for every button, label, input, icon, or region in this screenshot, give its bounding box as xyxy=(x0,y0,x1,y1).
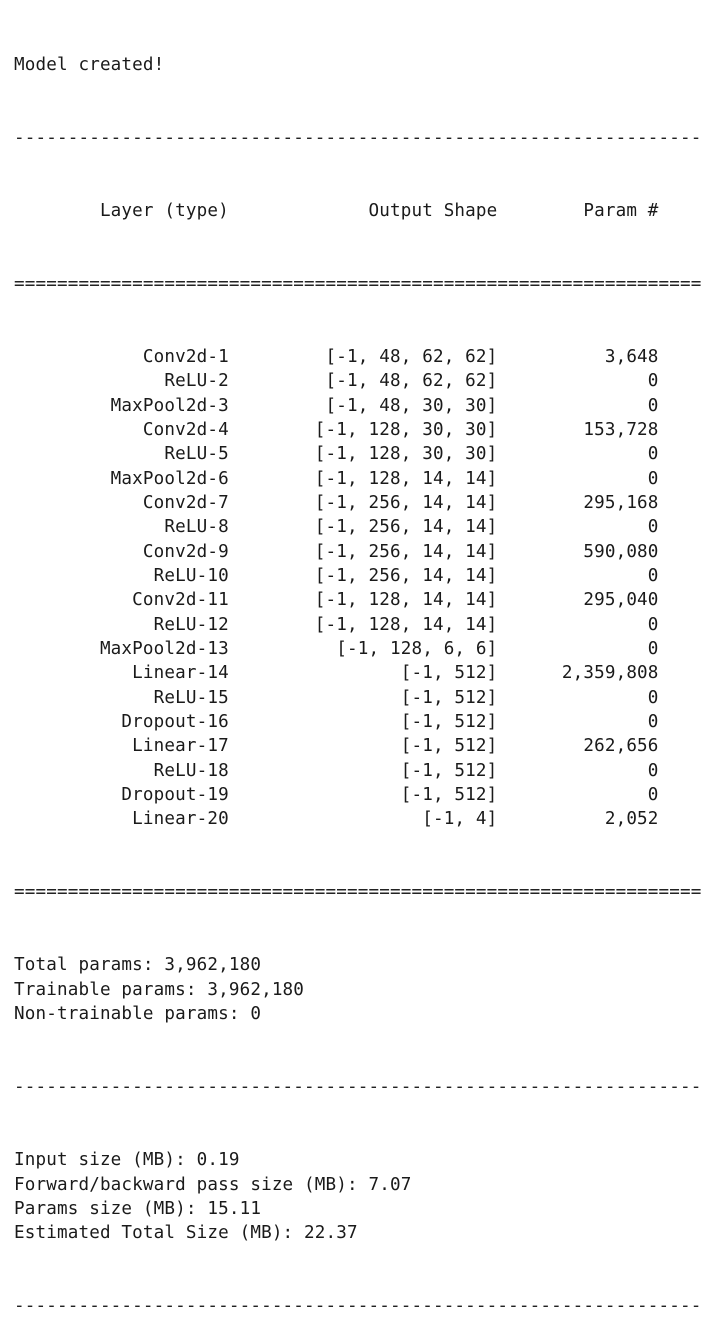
table-row: ReLU-12 [-1, 128, 14, 14] 0 xyxy=(14,614,659,635)
table-row: Conv2d-1 [-1, 48, 62, 62] 3,648 xyxy=(14,346,659,367)
table-row: MaxPool2d-3 [-1, 48, 30, 30] 0 xyxy=(14,395,659,416)
table-row: MaxPool2d-6 [-1, 128, 14, 14] 0 xyxy=(14,468,659,489)
layer-table-body xyxy=(14,345,702,832)
table-row: Dropout-16 [-1, 512] 0 xyxy=(14,711,659,732)
table-row: Dropout-19 [-1, 512] 0 xyxy=(14,785,659,805)
separator-dash-bottom: ---------------------------------------------------------------- xyxy=(14,1296,702,1317)
table-row: ReLU-8 [-1, 256, 14, 14] 0 xyxy=(14,517,659,538)
table-row: ReLU-18 [-1, 512] 0 xyxy=(14,760,659,781)
table-row: Linear-14 [-1, 512] 2,359,808 xyxy=(14,663,659,684)
param-summary-line: Trainable params: 3,962,180 xyxy=(14,979,305,1000)
param-summary-line: Total params: 3,962,180 xyxy=(14,955,262,976)
table-row: Conv2d-9 [-1, 256, 14, 14] 590,080 xyxy=(14,541,659,562)
separator-equals-footer: ================================================================ xyxy=(14,882,702,903)
size-summary-line: Estimated Total Size (MB): 22.37 xyxy=(14,1223,358,1244)
size-summary-line: Input size (MB): 0.19 xyxy=(14,1150,240,1171)
param-summary-line: Non-trainable params: 0 xyxy=(14,1004,262,1025)
table-row: ReLU-2 [-1, 48, 62, 62] 0 xyxy=(14,371,659,392)
table-row: Conv2d-11 [-1, 128, 14, 14] 295,040 xyxy=(14,590,659,611)
separator-equals-header: ================================================================ xyxy=(14,273,702,294)
size-summary xyxy=(14,1148,702,1245)
table-row: ReLU-5 [-1, 128, 30, 30] 0 xyxy=(14,444,659,465)
size-summary-line: Params size (MB): 15.11 xyxy=(14,1198,262,1219)
table-row: Linear-20 [-1, 4] 2,052 xyxy=(14,809,659,830)
separator-dash-top: ---------------------------------------------------------------- xyxy=(14,127,702,148)
table-row: ReLU-15 [-1, 512] 0 xyxy=(14,687,659,708)
separator-dash-middle: ---------------------------------------------------------------- xyxy=(14,1077,702,1098)
table-header: Layer (type) Output Shape Param # xyxy=(14,200,659,221)
size-summary-line: Forward/backward pass size (MB): 7.07 xyxy=(14,1174,412,1195)
status-message: Model created! xyxy=(14,54,165,75)
table-row: ReLU-10 [-1, 256, 14, 14] 0 xyxy=(14,565,659,586)
table-row: Conv2d-7 [-1, 256, 14, 14] 295,168 xyxy=(14,492,659,513)
table-row: Conv2d-4 [-1, 128, 30, 30] 153,728 xyxy=(14,419,659,440)
model-summary-output xyxy=(14,4,702,1343)
table-row: Linear-17 [-1, 512] 262,656 xyxy=(14,736,659,757)
table-row: MaxPool2d-13 [-1, 128, 6, 6] 0 xyxy=(14,638,659,659)
param-summary xyxy=(14,953,702,1026)
